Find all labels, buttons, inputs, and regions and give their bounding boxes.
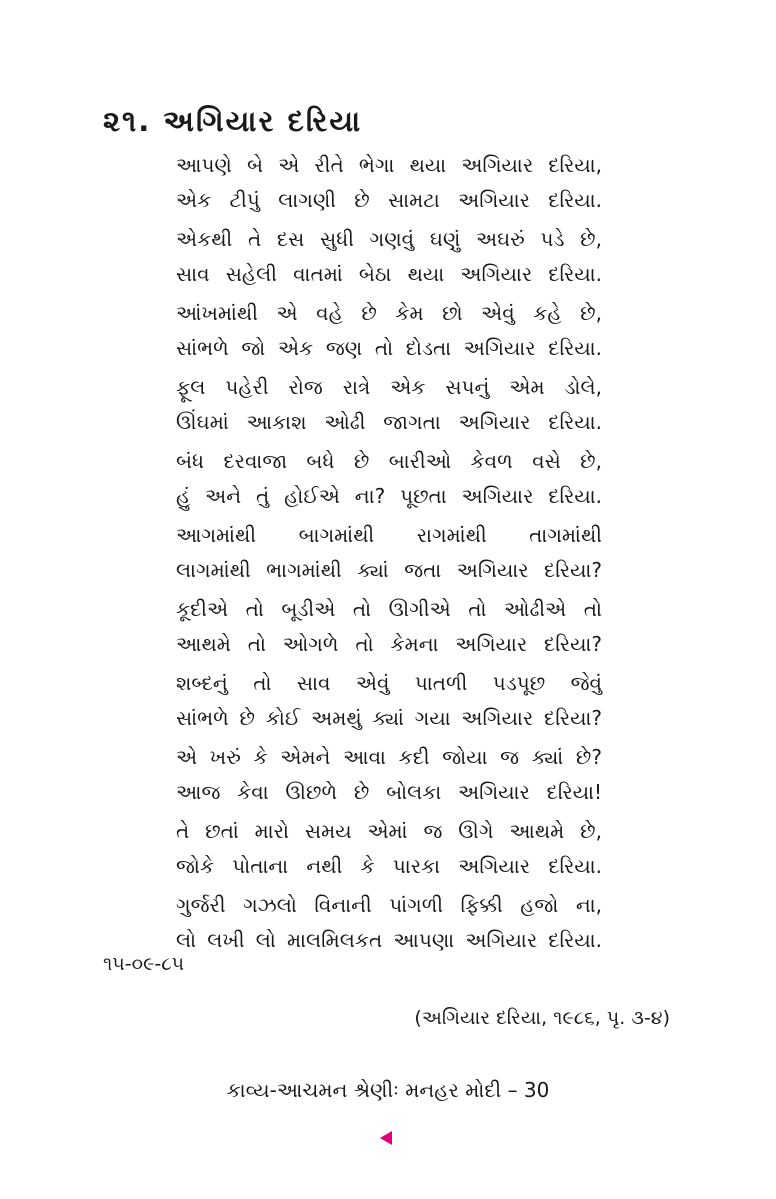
poem-line: સાંભળે જો એક જણ તો દોડતા અગિયાર દરિયા. <box>176 336 602 360</box>
poem-line: શબ્દનું તો સાવ એવું પાતળી પડપૂછ જેવું <box>176 671 602 695</box>
couplet-9 <box>176 740 602 810</box>
poem-line: હું અને તું હોઈએ ના? પૂછતા અગિયાર દરિયા. <box>176 484 602 508</box>
poem-line: બંધ દરવાજા બધે છે બારીઓ કેવળ વસે છે, <box>176 449 602 473</box>
poem-line: સાંભળે છે કોઈ અમથું ક્યાં ગયા અગિયાર દરિયા? <box>176 706 602 730</box>
page-footer: કાવ્ય-આચમન શ્રેણીઃ મનહર મોદી – 30 <box>226 1078 550 1102</box>
left-arrow-icon[interactable] <box>380 1131 392 1145</box>
poem-body <box>176 148 602 962</box>
poem-line: ગુર્જરી ગઝલો વિનાની પાંગળી ફિક્કી હજો ના, <box>176 893 602 917</box>
source-citation: (અગિયાર દરિયા, ૧૯૮૬, પૃ. ૩-૪) <box>414 1007 670 1029</box>
couplet-4 <box>176 370 602 440</box>
poem-line: કૂદીએ તો બૂડીએ તો ઊગીએ તો ઓઢીએ તો <box>176 597 602 621</box>
poem-line: આજ કેવા ઊછળે છે બોલકા અગિયાર દરિયા! <box>176 780 602 804</box>
couplet-7 <box>176 592 602 662</box>
composition-date: ૧૫-૦૯-૮૫ <box>103 953 185 975</box>
page-title: ૨૧. અગિયાર દરિયા <box>103 104 363 138</box>
couplet-11 <box>176 888 602 958</box>
poem-line: ઊંઘમાં આકાશ ઓઢી જાગતા અગિયાર દરિયા. <box>176 410 602 434</box>
poem-line: એ ખરું કે એમને આવા કદી જોયા જ ક્યાં છે? <box>176 745 602 769</box>
poem-line: આંખમાંથી એ વહે છે કેમ છો એવું કહે છે, <box>176 301 602 325</box>
couplet-10 <box>176 814 602 884</box>
poem-line: આગમાંથી બાગમાંથી રાગમાંથી તાગમાંથી <box>176 523 602 547</box>
poem-line: આપણે બે એ રીતે ભેગા થયા અગિયાર દરિયા, <box>176 153 602 177</box>
poem-line: આથમે તો ઓગળે તો કેમના અગિયાર દરિયા? <box>176 632 602 656</box>
couplet-8 <box>176 666 602 736</box>
couplet-2 <box>176 222 602 292</box>
poem-line: સાવ સહેલી વાતમાં બેઠા થયા અગિયાર દરિયા. <box>176 262 602 286</box>
couplet-1 <box>176 148 602 218</box>
couplet-3 <box>176 296 602 366</box>
couplet-6 <box>176 518 602 588</box>
poem-line: એક ટીપું લાગણી છે સામટા અગિયાર દરિયા. <box>176 188 602 212</box>
poem-line: ફૂલ પહેરી રોજ રાત્રે એક સપનું એમ ડોલે, <box>176 375 602 399</box>
poem-line: જોકે પોતાના નથી કે પારકા અગિયાર દરિયા. <box>176 854 602 878</box>
couplet-5 <box>176 444 602 514</box>
poem-line: એકથી તે દસ સુધી ગણવું ઘણું અઘરું પડે છે, <box>176 227 602 251</box>
poem-line: તે છતાં મારો સમય એમાં જ ઊગે આથમે છે, <box>176 819 602 843</box>
poem-line: લો લખી લો માલમિલકત આપણા અગિયાર દરિયા. <box>176 928 602 952</box>
poem-line: લાગમાંથી ભાગમાંથી ક્યાં જતા અગિયાર દરિયા? <box>176 558 602 582</box>
